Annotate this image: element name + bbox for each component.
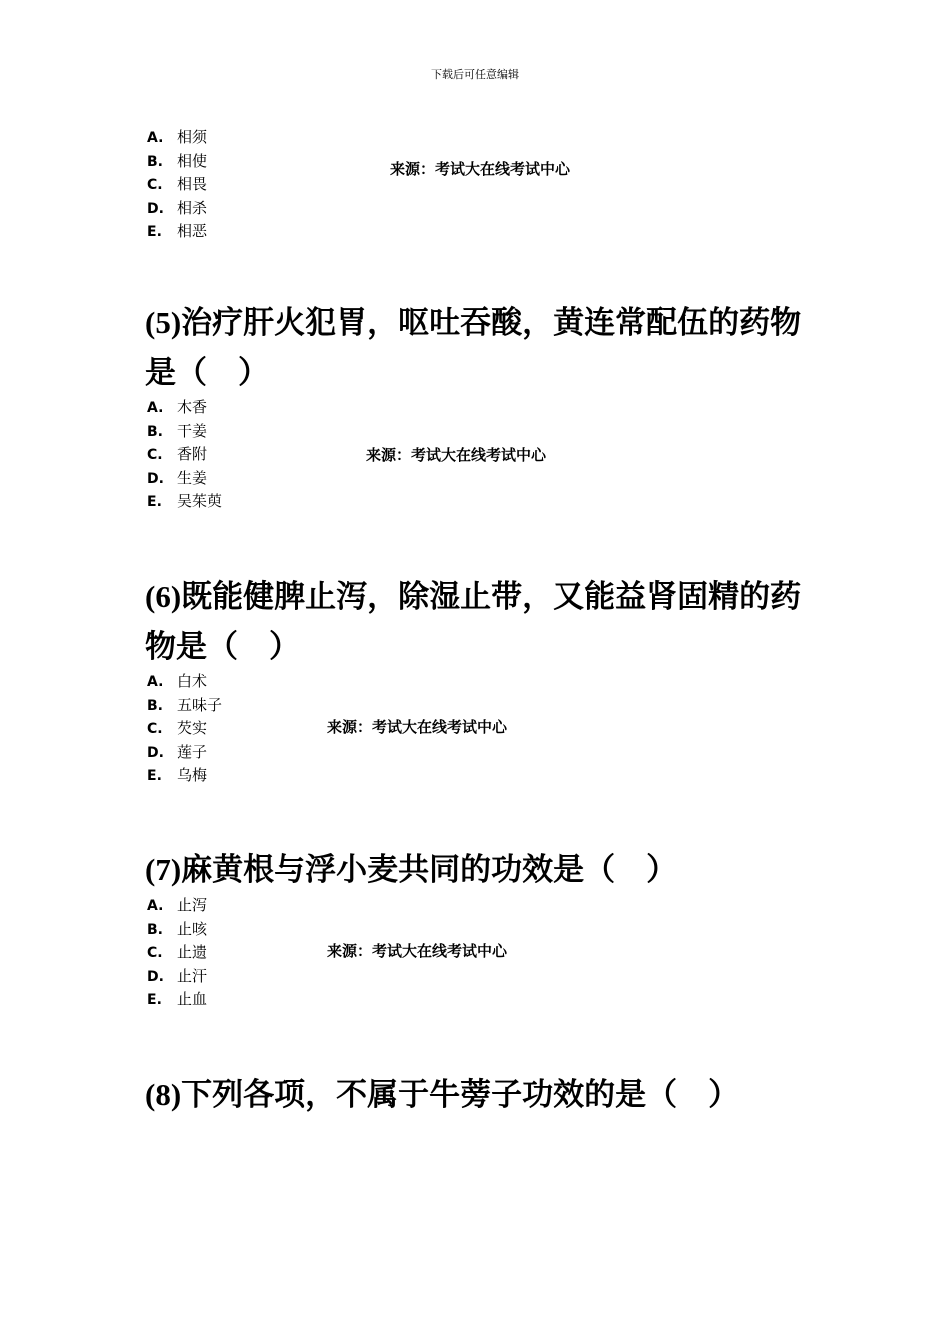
option-letter: E.: [147, 224, 162, 240]
option-c[interactable]: [147, 941, 207, 965]
question-7: (7)麻黄根与浮小麦共同的功效是（ ）: [145, 852, 678, 887]
source-note: 来源：考试大在线考试中心: [390, 160, 571, 178]
option-letter: C.: [147, 177, 163, 193]
option-b[interactable]: [147, 694, 222, 718]
option-letter: A.: [147, 674, 164, 690]
source-note: 来源：考试大在线考试中心: [366, 446, 547, 464]
option-text: 相恶: [177, 222, 208, 240]
option-letter: D.: [147, 744, 164, 761]
options-list: [147, 126, 207, 244]
option-text: 止遗: [177, 943, 208, 961]
option-letter: B.: [147, 423, 163, 440]
question-5: (5)治疗肝火犯胃，呕吐吞酸，黄连常配伍的药物是（ ）: [145, 305, 802, 390]
option-b[interactable]: [147, 420, 222, 444]
option-letter: A.: [147, 898, 164, 914]
option-text: 香附: [177, 445, 208, 463]
option-letter: D.: [147, 968, 164, 985]
source-note: 来源：考试大在线考试中心: [327, 718, 508, 736]
option-e[interactable]: [147, 988, 207, 1012]
option-letter: C.: [147, 945, 163, 961]
option-letter: B.: [147, 153, 163, 170]
option-c[interactable]: [147, 173, 207, 197]
option-text: 芡实: [177, 719, 208, 737]
option-b[interactable]: [147, 150, 207, 174]
option-text: 木香: [177, 398, 208, 416]
option-letter: D.: [147, 200, 164, 217]
option-text: 相畏: [177, 175, 208, 193]
option-text: 莲子: [177, 742, 208, 761]
option-letter: E.: [147, 992, 162, 1008]
question-6: (6)既能健脾止泻，除湿止带，又能益肾固精的药物是（ ）: [145, 579, 802, 664]
option-e[interactable]: [147, 490, 222, 514]
option-a[interactable]: [147, 670, 222, 694]
option-letter: D.: [147, 470, 164, 487]
option-letter: E.: [147, 768, 162, 784]
option-text: 止汗: [177, 966, 208, 985]
page-header: 下载后可任意编辑: [431, 68, 519, 81]
option-d[interactable]: [147, 741, 222, 765]
option-text: 相杀: [177, 198, 208, 217]
option-a[interactable]: [147, 894, 207, 918]
option-letter: C.: [147, 721, 163, 737]
option-letter: C.: [147, 447, 163, 463]
option-c[interactable]: [147, 717, 222, 741]
option-letter: B.: [147, 921, 163, 938]
option-text: 吴茱萸: [177, 492, 223, 510]
option-text: 止泻: [177, 896, 208, 914]
option-text: 干姜: [177, 421, 208, 440]
option-text: 相使: [177, 151, 208, 170]
options-list: [147, 670, 222, 788]
option-letter: A.: [147, 400, 164, 416]
question-8: (8)下列各项，不属于牛蒡子功效的是（ ）: [145, 1077, 740, 1112]
option-d[interactable]: [147, 965, 207, 989]
option-text: 止咳: [177, 919, 208, 938]
option-text: 生姜: [177, 468, 208, 487]
option-text: 止血: [177, 990, 208, 1008]
option-d[interactable]: [147, 467, 222, 491]
option-letter: E.: [147, 494, 162, 510]
option-e[interactable]: [147, 764, 222, 788]
option-text: 五味子: [177, 695, 223, 714]
option-e[interactable]: [147, 220, 207, 244]
options-list: [147, 396, 222, 514]
option-a[interactable]: [147, 126, 207, 150]
option-a[interactable]: [147, 396, 222, 420]
option-letter: B.: [147, 697, 163, 714]
options-list: [147, 894, 207, 1012]
option-c[interactable]: [147, 443, 222, 467]
option-text: 白术: [177, 672, 208, 690]
option-d[interactable]: [147, 197, 207, 221]
option-b[interactable]: [147, 918, 207, 942]
option-text: 相须: [177, 128, 208, 146]
option-letter: A.: [147, 130, 164, 146]
source-note: 来源：考试大在线考试中心: [327, 942, 508, 960]
option-text: 乌梅: [177, 766, 208, 784]
